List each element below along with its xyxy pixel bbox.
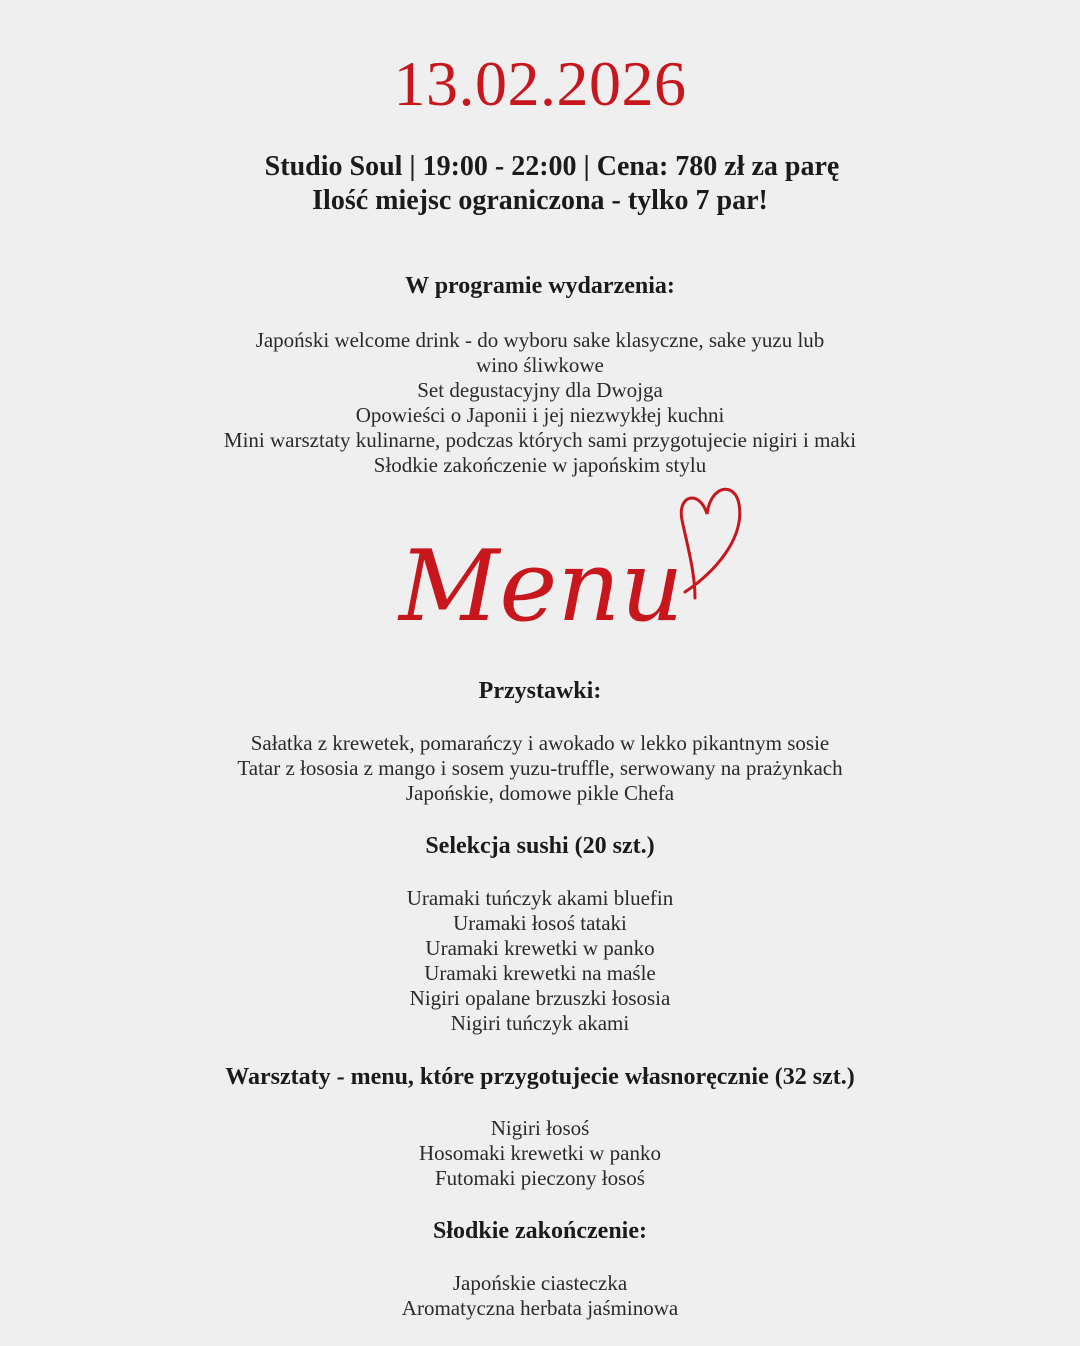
program-item: Set degustacyjny dla Dwojga <box>417 378 663 402</box>
program-item: Mini warsztaty kulinarne, podczas których sami przygotujecie nigiri i maki <box>223 428 857 452</box>
dessert-list <box>0 1271 1080 1321</box>
dessert-item: Japońskie ciasteczka <box>452 1271 628 1295</box>
appetizers-list <box>0 731 1080 806</box>
sushi-item: Uramaki krewetki w panko <box>425 936 655 960</box>
appetizer-item: Japońskie, domowe pikle Chefa <box>405 781 675 805</box>
program-item: Opowieści o Japonii i jej niezwykłej kuchni <box>355 403 725 427</box>
workshop-list <box>0 1116 1080 1191</box>
program-item: wino śliwkowe <box>476 353 604 377</box>
menu-script-logo <box>395 480 755 655</box>
sushi-item: Uramaki krewetki na maśle <box>424 961 656 985</box>
workshop-item: Nigiri łosoś <box>490 1116 590 1140</box>
appetizer-item: Sałatka z krewetek, pomarańczy i awokado w lekko pikantnym sosie <box>250 731 830 755</box>
appetizers-heading: Przystawki: <box>478 678 602 704</box>
dessert-item: Aromatyczna herbata jaśminowa <box>401 1296 679 1320</box>
heart-icon <box>681 489 739 598</box>
program-item: Japoński welcome drink - do wyboru sake klasyczne, sake yuzu lub <box>255 328 825 352</box>
sushi-item: Uramaki łosoś tataki <box>453 911 627 935</box>
program-list <box>0 328 1080 478</box>
sushi-heading: Selekcja sushi (20 szt.) <box>425 833 655 859</box>
program-heading: W programie wydarzenia: <box>405 273 675 299</box>
event-venue-time-price: Studio Soul | 19:00 - 22:00 | Cena: 780 zł za parę <box>264 151 840 182</box>
appetizer-item: Tatar z łososia z mango i sosem yuzu-truffle, serwowany na prażynkach <box>237 756 843 780</box>
workshop-heading: Warsztaty - menu, które przygotujecie własnoręcznie (32 szt.) <box>225 1064 855 1090</box>
workshop-item: Hosomaki krewetki w panko <box>418 1141 662 1165</box>
program-item: Słodkie zakończenie w japońskim stylu <box>373 453 707 477</box>
sushi-item: Uramaki tuńczyk akami bluefin <box>406 886 674 910</box>
sushi-item: Nigiri tuńczyk akami <box>450 1011 630 1035</box>
workshop-item: Futomaki pieczony łosoś <box>435 1166 645 1190</box>
event-date: 13.02.2026 <box>393 48 687 119</box>
sushi-list <box>0 886 1080 1036</box>
sushi-item: Nigiri opalane brzuszki łososia <box>409 986 671 1010</box>
event-seat-limit: Ilość miejsc ograniczona - tylko 7 par! <box>312 185 768 216</box>
dessert-heading: Słodkie zakończenie: <box>433 1218 647 1244</box>
menu-script-text: Menu <box>399 530 684 644</box>
